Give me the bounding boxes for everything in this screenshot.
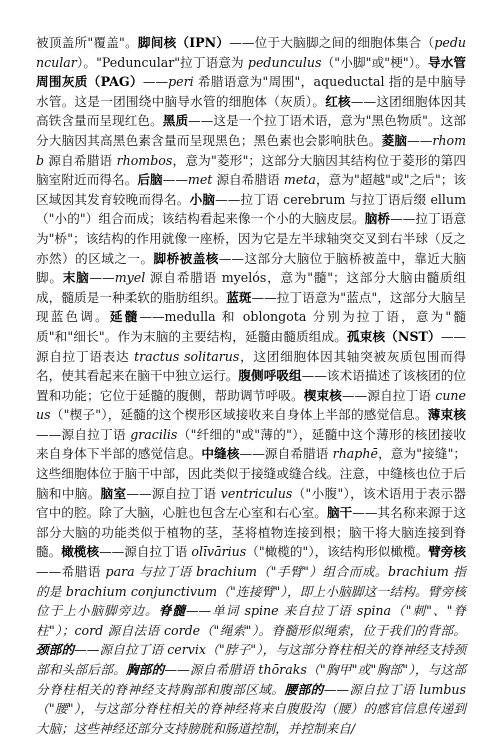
glossary-term: 后脑 [137,172,163,188]
glossary-term: 小脑 [189,191,216,207]
glossary-term: 脑桥 [364,211,391,227]
italic-text: meta [283,172,316,188]
definition-text: ——源自拉丁语 [36,426,131,442]
definition-text: ，意为"菱形"；这部分大脑因其结构位于菱形的第四脑室附近而得名。 [36,152,466,188]
glossary-term: 脊髓 [158,603,186,619]
glossary-term: 腰部的 [284,681,324,697]
definition-text: ——拉丁语 cerebrum 与拉丁语后缀 ellum（"小的"）组合而成；该结构看起来像一个小的大脑皮层。 [36,191,467,227]
definition-text: （"楔子"），延髓的这个楔形区域接收来自身体上半部的感觉信息。 [50,407,428,423]
definition-text: ——该术语描述了该核团的位置和功能；它位于延髓的腹侧，帮助调节呼吸。 [36,368,467,403]
glossary-term: 延髓 [109,309,140,325]
glossary-term: 脚桥被盖核 [153,250,219,266]
italic-text: rhomb [36,132,467,168]
definition-text: ——源自拉丁语 [342,387,436,403]
italic-text: cuneus [36,387,466,423]
italic-text: tractus solitarus [134,348,240,364]
glossary-term: 脑室 [100,485,127,501]
definition-text: —— [162,172,188,188]
definition-text: ——这是一个拉丁语术语，意为"黑色物质"。这部分大脑因其高黑色素含量而呈现黑色；黑色素也会影响肤色。 [36,113,467,148]
italic-text: peduncular [36,35,467,70]
glossary-term: 脚间核（IPN） [137,35,230,50]
glossary-term: 中缝核 [201,446,240,462]
glossary-paragraph [36,33,466,738]
glossary-term: 臂旁核 [428,544,467,560]
italic-text: ——源自拉丁语 cervix（"脖子"），与这部分脊柱相关的脊神经支持颈部和头部后部。 [36,642,467,677]
definition-text: ——medulla 和 oblongota 分别为拉丁语，意为"髓质"和"细长"。作为末脑的主要结构，延髓由髓质组成。 [36,309,466,344]
definition-text: ——源自拉丁语表达 [36,328,466,364]
glossary-term: 末脑 [62,270,90,286]
italic-text: met [187,172,213,188]
definition-text: ——源自希腊语 [239,446,333,462]
glossary-term: 胸部的 [125,662,165,677]
italic-text: pedunculus [247,54,322,70]
definition-text: ——这部分大脑位于脑桥被盖中，靠近大脑脚。 [36,250,467,286]
definition-text: 源自希腊语 myelós，意为"髓"；这部分大脑由髓质组成，髓质是一种柔软的脂肪组织。 [36,270,467,305]
italic-text: ——源自拉丁语 lumbus（"腰"），与这部分脊柱相关的脊神经将来自腹股沟（腰）的感官信息传递到大脑；这些神经还部分支持膀胱和肠道控制，并控制来自/ [36,681,466,736]
glossary-term: 薄束核 [427,407,466,423]
definition-text: （"纤细的"或"薄的"），延髓中这个薄形的核团接收来自身体下半部的感觉信息。 [36,426,466,462]
definition-text: 被顶盖所"覆盖"。 [36,35,138,50]
glossary-term: 导水管周围灰质（PAG） [36,54,467,90]
glossary-term: 蓝斑 [226,289,252,305]
glossary-term: 橄榄核 [61,544,100,560]
glossary-term: 楔束核 [303,387,342,403]
italic-text: myel [114,270,146,286]
definition-text: ——源自拉丁语 [126,485,221,501]
italic-text: rhombos [116,152,173,168]
italic-text: olīvārius [191,544,247,560]
definition-text: 源自希腊语 [44,152,117,168]
definition-text: ——这团细胞体因其高铁含量而呈现红色。 [36,93,467,129]
definition-text: ——希腊语 [36,564,106,580]
definition-text: ——拉丁语意为"桥"；该结构的作用就像一座桥，因为它是左半球轴突交叉到右半球（反之亦然）的区域之一。 [36,211,466,266]
definition-text: 希腊语意为"周围"，aqueductal 指的是中脑导水管。这是一团围绕中脑导水管的细胞体（灰质）。 [36,74,466,109]
glossary-term: 颈部的 [36,642,75,658]
glossary-term: 孤束核（NST） [346,328,441,344]
definition-text: ——位于大脑脚之间的细胞体集合（ [229,35,435,50]
glossary-term: 腹侧呼吸组 [238,368,302,384]
italic-text: gracilis [130,426,178,442]
definition-text: —— [89,270,115,286]
italic-text: para 与拉丁语 brachium（"手臂"）组合而成。brachium 指的是 brachium conjunctivum（"连接臂"），即上小脑脚这一结构。臂旁核位于上小脑脚旁边。 [36,564,466,619]
definition-text: ——其名称来源于这部分大脑的功能类似于植物的茎，茎将植物连接到根；脑干将大脑连接到脊髓。 [36,505,467,560]
definition-text: —— [407,132,433,148]
definition-text: ，这团细胞体因其轴突被灰质包围而得名，使其看起来在脑干中独立运行。 [36,348,467,384]
italic-text: rhaphē [332,446,378,462]
italic-text: ——源自希腊语 thōraks（"胸甲"或"胸部"），与这部分脊柱相关的脊神经支持胸部和腹部区域。 [36,662,466,697]
definition-text: （"橄榄的"），该结构形似橄榄。 [246,544,429,560]
italic-text: ventriculus [220,485,293,501]
glossary-term: 脑干 [326,505,353,521]
italic-text: peri [168,74,194,90]
definition-text: ——拉丁语意为"蓝点"，这部分大脑呈现蓝色调。 [36,289,466,325]
definition-text: （"小脚"或"梗"）。 [321,54,428,70]
glossary-term: 菱脑 [381,132,408,148]
italic-text: ——单词 spine 来自拉丁语 spina（"刺"、"脊柱"）；cord 源自法语 corde（"绳索"）。脊髓形似绳索，位于我们的背部。 [36,603,467,638]
glossary-term: 红核 [325,93,351,109]
definition-text: 源自希腊语 [212,172,284,188]
definition-text: ）。"Peduncular"拉丁语意为 [76,54,248,70]
glossary-document [36,33,466,738]
definition-text: ，意为"接缝"；这些细胞体位于脑干中部，因此类似于接缝或缝合线。注意，中缝核也位于后脑和中脑。 [36,446,466,501]
definition-text: （"小腹"），该术语用于表示器官中的腔。除了大脑，心脏也包含左心室和右心室。 [36,485,467,521]
definition-text: —— [142,74,169,90]
glossary-term: 黑质 [162,113,189,129]
definition-text: ——源自拉丁语 [99,544,192,560]
definition-text: ，意为"超越"或"之后"；该区域因其发育较晚而得名。 [36,172,466,207]
